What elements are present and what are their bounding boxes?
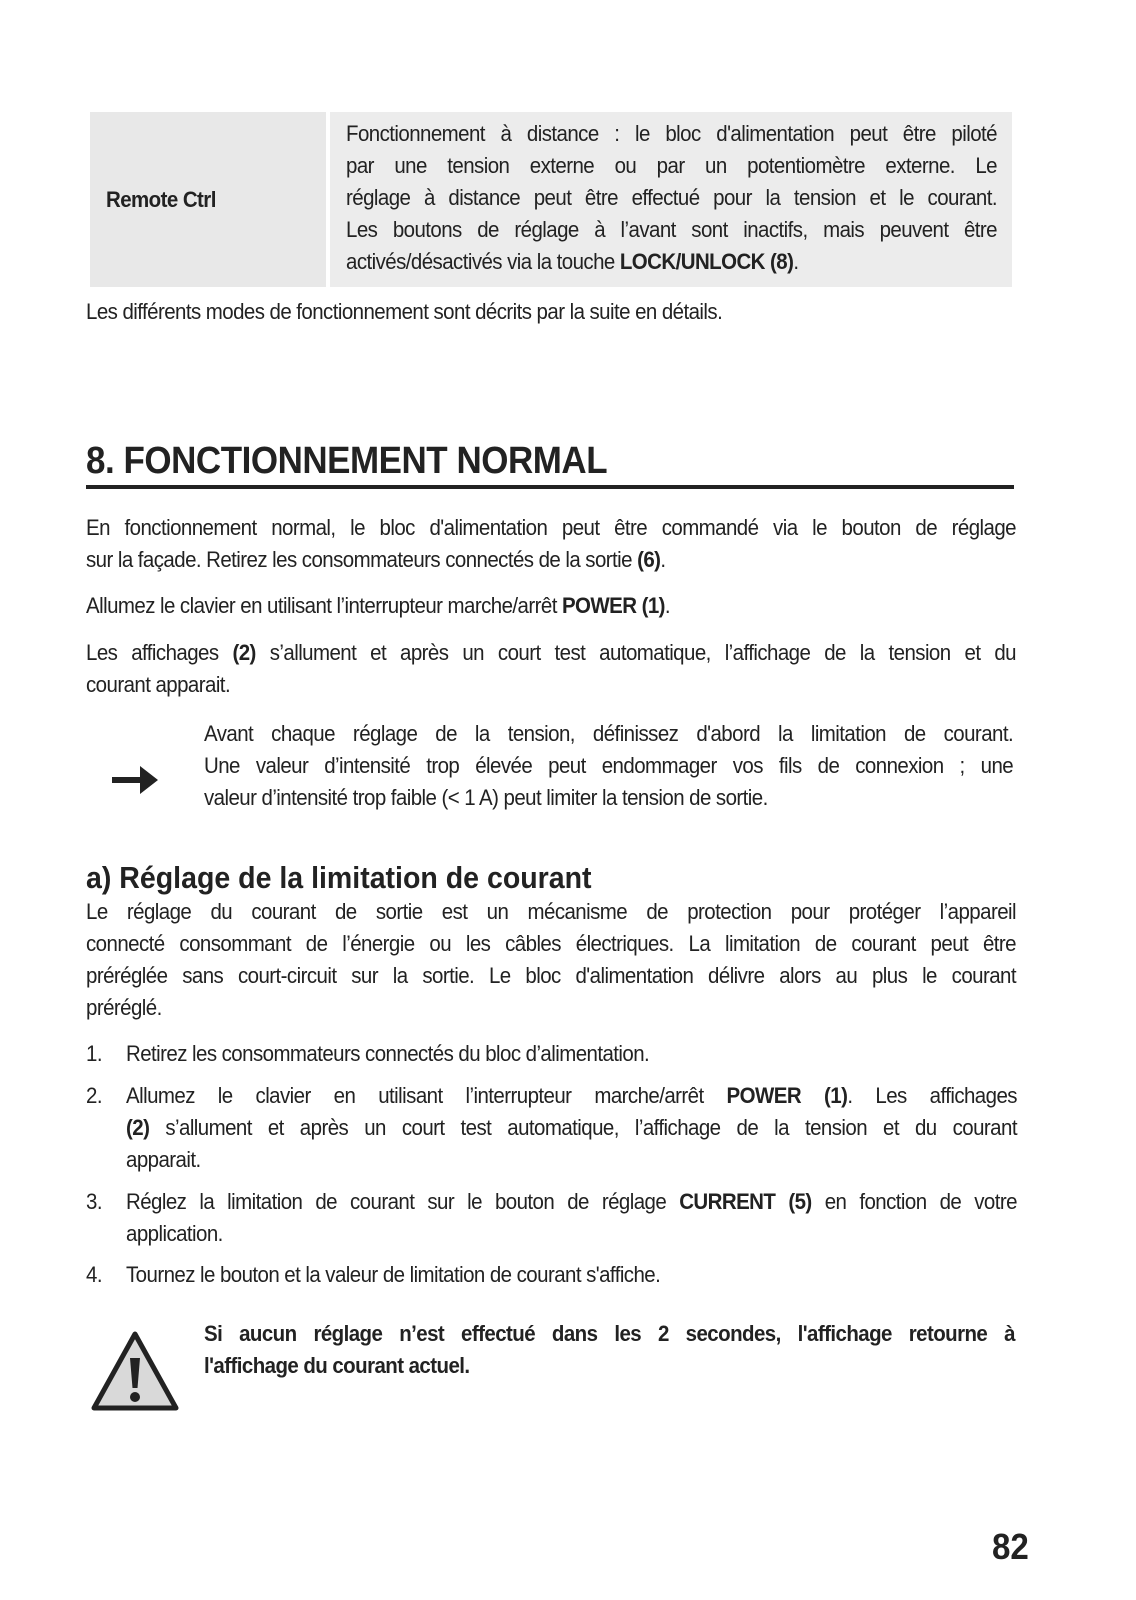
step-3-line-2: application. (126, 1221, 223, 1246)
step-4-number: 4. (86, 1262, 102, 1287)
step-2-line-3: apparait. (126, 1147, 201, 1172)
subsection-para-line-1: Le réglage du courant de sortie est un mécanisme de protection pour protéger l’appareil (86, 899, 1016, 924)
mode-desc-line-1: Fonctionnement à distance : le bloc d'alimentation peut être piloté (346, 121, 997, 146)
step-2-line-2: (2) s’allument et après un court test automatique, l’affichage de la tension et du courant (126, 1115, 1017, 1140)
section-para-3-line-2: courant apparait. (86, 672, 231, 697)
intro-paragraph: Les différents modes de fonctionnement sont décrits par la suite en détails. (86, 299, 723, 324)
warning-triangle-icon (90, 1330, 180, 1412)
mode-desc-line-4: Les boutons de réglage à l’avant sont inactifs, mais peuvent être (346, 217, 997, 242)
right-arrow-icon-svg (110, 760, 160, 800)
subsection-para-line-4: préréglé. (86, 995, 162, 1020)
right-arrow-icon (110, 760, 160, 807)
mode-table-row (90, 112, 1012, 287)
subsection-para-line-3: préréglée sans court-circuit sur la sortie. Le bloc d'alimentation délivre alors au plus le courant (86, 963, 1016, 988)
warning-line-2: l'affichage du courant actuel. (204, 1353, 470, 1378)
section-para-1-line-1: En fonctionnement normal, le bloc d'alimentation peut être commandé via le bouton de réglage (86, 515, 1016, 540)
step-2-line-1: Allumez le clavier en utilisant l’interrupteur marche/arrêt POWER (1). Les affichages (126, 1083, 1017, 1108)
mode-name: Remote Ctrl (106, 187, 216, 212)
step-1-number: 1. (86, 1041, 102, 1066)
step-3-number: 3. (86, 1189, 102, 1214)
mode-desc-line-5: activés/désactivés via la touche LOCK/UNLOCK (8). (346, 249, 799, 274)
warning-line-1: Si aucun réglage n’est effectué dans les 2 secondes, l'affichage retourne à (204, 1321, 1015, 1346)
step-3-line-1: Réglez la limitation de courant sur le bouton de réglage CURRENT (5) en fonction de votre (126, 1189, 1017, 1214)
subsection-para-line-2: connecté consommant de l’énergie ou les câbles électriques. La limitation de courant peut être (86, 931, 1016, 956)
step-1-text: Retirez les consommateurs connectés du bloc d’alimentation. (126, 1041, 650, 1066)
mode-desc-line-3: réglage à distance peut être effectué pour la tension et le courant. (346, 185, 997, 210)
page-number: 82 (992, 1526, 1029, 1567)
step-2-number: 2. (86, 1083, 102, 1108)
note-line-2: Une valeur d’intensité trop élevée peut endommager vos fils de connexion ; une (204, 753, 1014, 778)
section-para-1-line-2: sur la façade. Retirez les consommateurs connectés de la sortie (6). (86, 547, 666, 572)
section-para-3-line-1: Les affichages (2) s’allument et après un court test automatique, l’affichage de la tension et du (86, 640, 1016, 665)
note-line-3: valeur d’intensité trop faible (< 1 A) peut limiter la tension de sortie. (204, 785, 768, 810)
mode-name-cell (90, 112, 326, 287)
section-para-2: Allumez le clavier en utilisant l’interrupteur marche/arrêt POWER (1). (86, 593, 671, 618)
section-title: 8. FONCTIONNEMENT NORMAL (86, 440, 608, 482)
mode-desc-line-2: par une tension externe ou par un potentiomètre externe. Le (346, 153, 997, 178)
mode-description-cell (330, 112, 1012, 287)
note-line-1: Avant chaque réglage de la tension, définissez d'abord la limitation de courant. (204, 721, 1014, 746)
section-title-rule (86, 485, 1014, 489)
step-4-text: Tournez le bouton et la valeur de limitation de courant s'affiche. (126, 1262, 661, 1287)
subsection-title: a) Réglage de la limitation de courant (86, 860, 592, 895)
